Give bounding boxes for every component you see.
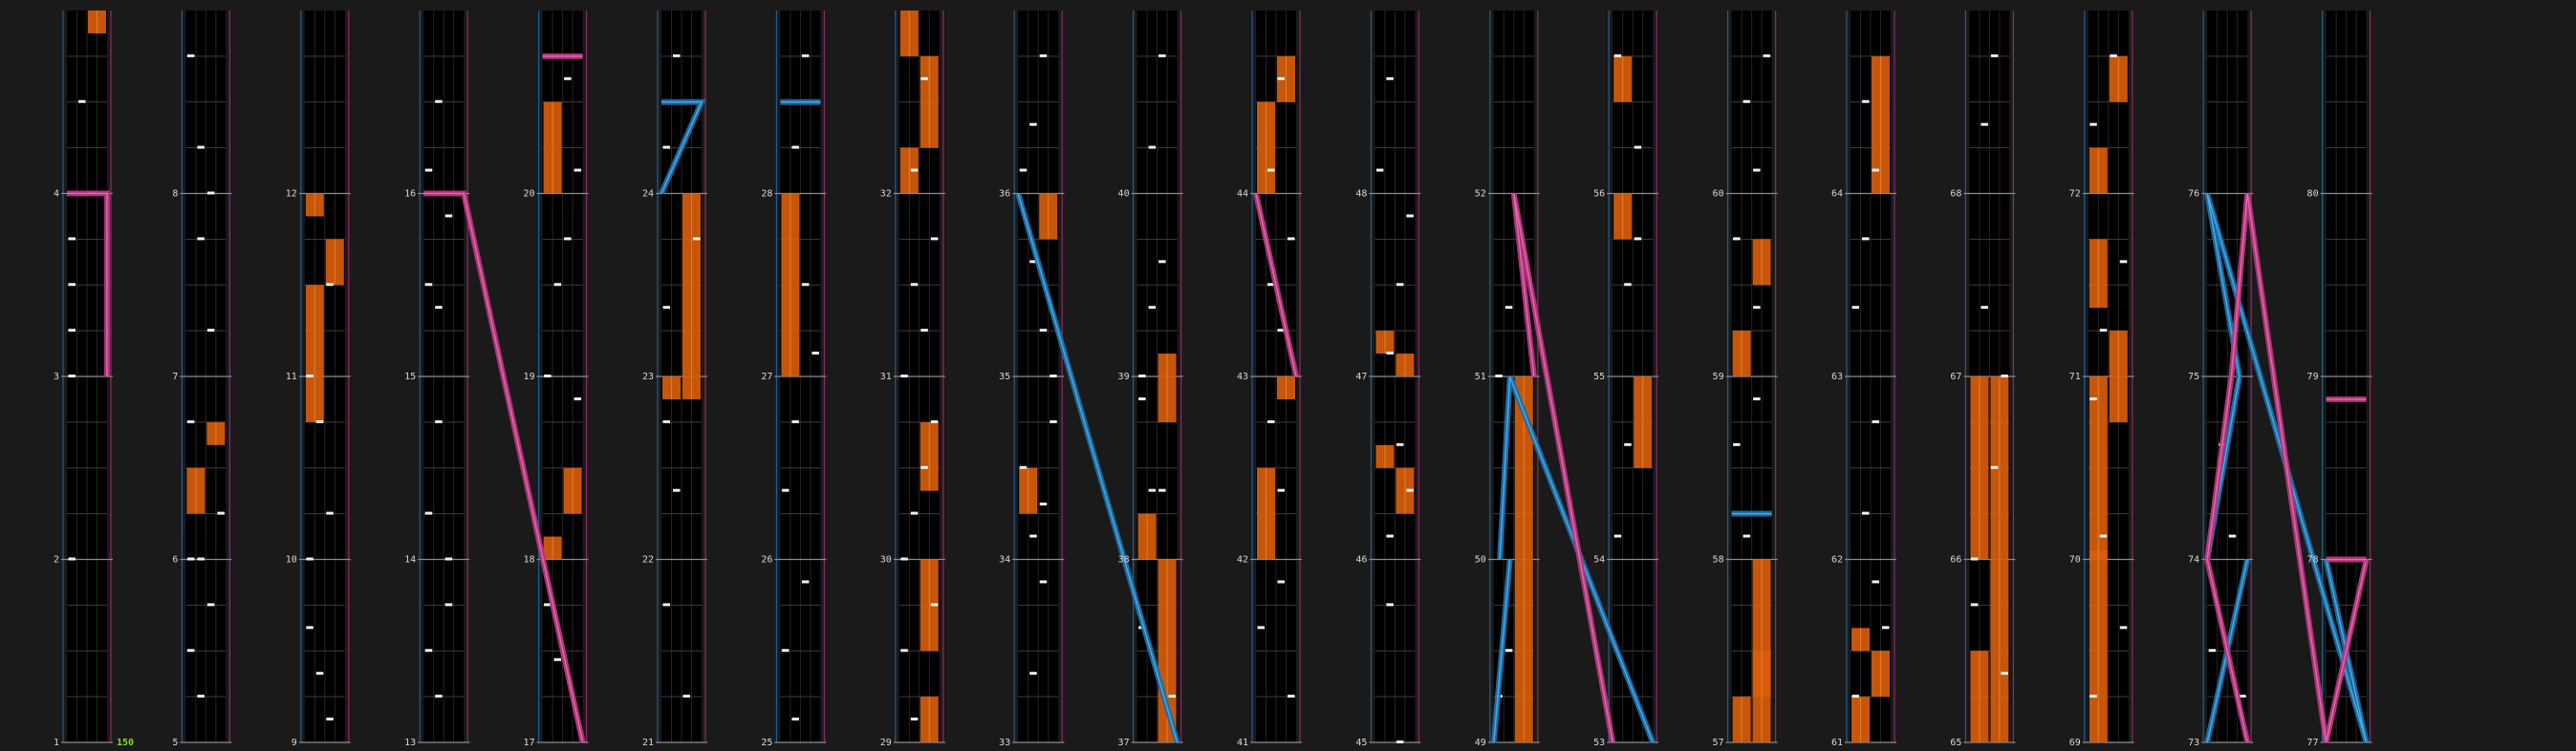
- bt-note: [911, 512, 919, 515]
- measure-number: 51: [1474, 372, 1486, 382]
- measure-number: 19: [523, 372, 535, 382]
- bt-note: [1614, 535, 1622, 538]
- measure-number: 72: [2068, 188, 2081, 200]
- bt-note: [1050, 375, 1057, 377]
- bt-note: [69, 237, 76, 240]
- measure-7[interactable]: [180, 194, 231, 377]
- bt-note: [1020, 169, 1028, 172]
- measure-number: 1: [53, 738, 59, 748]
- bt-note: [663, 420, 671, 423]
- bt-note: [1872, 420, 1880, 423]
- measure-number: 44: [1236, 188, 1248, 200]
- bt-note: [1852, 695, 1860, 697]
- bt-note: [802, 54, 810, 57]
- measure-number: 25: [761, 738, 773, 748]
- bt-note: [1040, 329, 1048, 332]
- measure-60[interactable]: [1726, 11, 1778, 194]
- bt-note: [316, 672, 324, 675]
- bt-note: [791, 420, 799, 423]
- measure-number: 55: [1593, 372, 1606, 382]
- measure-number: 68: [1950, 188, 1962, 200]
- bt-note: [197, 237, 205, 240]
- measure-14[interactable]: [418, 376, 469, 560]
- measure-80[interactable]: [2321, 11, 2372, 194]
- measure-number: 46: [1355, 554, 1368, 566]
- bt-note: [574, 169, 582, 172]
- measure-41[interactable]: [1250, 560, 1302, 743]
- measure-number: 16: [404, 188, 417, 200]
- bt-note: [2089, 123, 2097, 126]
- bt-note: [1040, 580, 1048, 583]
- bt-note: [435, 420, 443, 423]
- measure-22[interactable]: [656, 376, 707, 560]
- bt-note: [2100, 535, 2108, 538]
- measure-number: 54: [1593, 554, 1606, 566]
- bt-note: [1634, 237, 1642, 240]
- bt-note: [1029, 672, 1037, 675]
- bt-note: [1149, 489, 1157, 492]
- bt-note: [2100, 329, 2108, 332]
- bt-note: [673, 489, 681, 492]
- bt-note: [1138, 397, 1146, 400]
- bt-note: [69, 375, 76, 377]
- measure-21[interactable]: [656, 560, 707, 743]
- fx-holds: [88, 11, 2128, 742]
- bt-note: [663, 306, 671, 309]
- measure-number: 43: [1236, 372, 1248, 382]
- bt-note: [663, 603, 671, 606]
- bt-note: [1753, 397, 1761, 400]
- measure-number: 8: [172, 188, 179, 200]
- bt-note: [2001, 672, 2008, 675]
- measure-number: 53: [1593, 738, 1606, 748]
- measure-number: 80: [2306, 188, 2319, 200]
- bt-note: [1158, 489, 1166, 492]
- bt-note: [306, 626, 314, 629]
- bt-note: [1169, 695, 1177, 697]
- measure-number: 32: [879, 188, 892, 200]
- bt-note: [1258, 626, 1266, 629]
- bt-note: [1981, 123, 1988, 126]
- measure-78[interactable]: [2321, 376, 2372, 560]
- measure-number: 69: [2068, 738, 2081, 748]
- bt-note: [554, 658, 562, 661]
- bt-note: [1743, 100, 1751, 103]
- bt-note: [1495, 375, 1503, 377]
- measure-number: 77: [2306, 738, 2319, 748]
- bt-note: [1278, 77, 1286, 80]
- bt-note: [1386, 603, 1394, 606]
- bt-note: [1158, 54, 1166, 57]
- bt-note: [316, 420, 324, 423]
- bt-note: [1149, 146, 1157, 149]
- bt-note: [1624, 283, 1632, 286]
- bt-note: [187, 558, 195, 561]
- bt-note: [812, 352, 819, 354]
- measure-16[interactable]: [418, 11, 469, 194]
- bt-note: [2001, 375, 2008, 377]
- measure-number: 14: [404, 554, 417, 566]
- bt-note: [1278, 489, 1286, 492]
- bt-note: [2089, 695, 2097, 697]
- measure-31[interactable]: [894, 194, 945, 377]
- bt-note: [574, 397, 582, 400]
- bt-note: [1872, 169, 1880, 172]
- bt-note: [693, 237, 701, 240]
- bt-note: [197, 695, 205, 697]
- bt-note: [1862, 100, 1870, 103]
- bt-note: [1040, 503, 1048, 505]
- measure-2[interactable]: [61, 376, 113, 560]
- bt-note: [1040, 54, 1048, 57]
- bt-note: [2120, 626, 2128, 629]
- measure-number: 73: [2188, 738, 2200, 748]
- bt-note: [1981, 306, 1988, 309]
- bt-note: [187, 649, 195, 652]
- bt-note: [1406, 214, 1414, 217]
- measure-8[interactable]: [180, 11, 231, 194]
- measure-number: 34: [999, 554, 1011, 566]
- measure-number: 74: [2188, 554, 2200, 566]
- measure-number: 27: [761, 372, 773, 382]
- bt-note: [2110, 54, 2117, 57]
- measure-number: 2: [53, 554, 59, 566]
- bt-note: [326, 512, 334, 515]
- bt-note: [326, 718, 334, 720]
- bt-note: [217, 512, 225, 515]
- measure-number: 37: [1117, 738, 1130, 748]
- bt-note: [1386, 352, 1394, 354]
- bt-note: [782, 649, 790, 652]
- bt-note: [802, 283, 810, 286]
- measure-26[interactable]: [774, 376, 826, 560]
- measure-number: 71: [2068, 372, 2081, 382]
- measure-number: 78: [2306, 554, 2319, 566]
- measure-number: 60: [1712, 188, 1724, 200]
- bt-note: [69, 558, 76, 561]
- measure-67[interactable]: [1963, 194, 2015, 377]
- lasers: [67, 56, 2367, 742]
- bt-note: [435, 306, 443, 309]
- bt-note: [1991, 54, 1999, 57]
- bt-note: [425, 169, 433, 172]
- measure-number: 63: [1830, 372, 1843, 382]
- bt-note: [425, 649, 433, 652]
- measure-1[interactable]: [61, 560, 113, 743]
- measure-number: 39: [1117, 372, 1130, 382]
- measure-number: 4: [53, 188, 59, 200]
- measure-33[interactable]: [1012, 560, 1064, 743]
- measure-number: 50: [1474, 554, 1486, 566]
- bt-note: [2089, 397, 2097, 400]
- bt-note: [911, 718, 919, 720]
- bt-note: [791, 718, 799, 720]
- bt-note: [197, 146, 205, 149]
- measure-number: 57: [1712, 738, 1724, 748]
- measure-4[interactable]: [61, 11, 113, 194]
- bt-note: [1753, 169, 1761, 172]
- bt-note: [1634, 146, 1642, 149]
- bt-note: [1862, 237, 1870, 240]
- measure-number: 76: [2188, 188, 2200, 200]
- bt-note: [187, 54, 195, 57]
- measure-number: 22: [641, 554, 654, 566]
- measure-48[interactable]: [1369, 11, 1420, 194]
- measure-58[interactable]: [1726, 376, 1778, 560]
- measure-number: 21: [641, 738, 654, 748]
- bt-note: [1396, 740, 1404, 743]
- measure-68[interactable]: [1963, 11, 2015, 194]
- measure-number: 47: [1355, 372, 1368, 382]
- measure-number: 62: [1830, 554, 1843, 566]
- bt-note: [445, 603, 453, 606]
- measure-63[interactable]: [1845, 194, 1896, 377]
- measure-number: 41: [1236, 738, 1248, 748]
- bt-note: [306, 558, 314, 561]
- measure-number: 59: [1712, 372, 1724, 382]
- bt-note: [1991, 466, 1999, 469]
- bt-note: [1029, 535, 1037, 538]
- measure-number: 29: [879, 738, 892, 748]
- measure-number: 36: [999, 188, 1011, 200]
- bt-note: [554, 283, 562, 286]
- bt-note: [1267, 169, 1275, 172]
- bt-note: [2229, 535, 2237, 538]
- measure-number: 28: [761, 188, 773, 200]
- bt-note: [1971, 603, 1979, 606]
- measure-number: 65: [1950, 738, 1962, 748]
- bt-note: [900, 375, 908, 377]
- bt-note: [207, 329, 215, 332]
- measure-number: 64: [1830, 188, 1843, 200]
- bt-note: [1396, 283, 1404, 286]
- measure-number: 33: [999, 738, 1011, 748]
- bt-note: [663, 146, 671, 149]
- bt-note: [911, 169, 919, 172]
- measure-number: 7: [172, 372, 179, 382]
- bt-note: [1386, 535, 1394, 538]
- measure-number: 17: [523, 738, 535, 748]
- bt-note: [1624, 443, 1632, 446]
- bt-note: [78, 100, 86, 103]
- bt-note: [445, 558, 453, 561]
- bt-note: [920, 77, 928, 80]
- bt-note: [931, 420, 939, 423]
- measure-40[interactable]: [1132, 11, 1183, 194]
- bt-note: [544, 375, 552, 377]
- measure-number: 61: [1830, 738, 1843, 748]
- measure-number: 49: [1474, 738, 1486, 748]
- measure-number: 66: [1950, 554, 1962, 566]
- measure-number: 6: [172, 554, 179, 566]
- bt-note: [1288, 237, 1295, 240]
- measure-number: 48: [1355, 188, 1368, 200]
- measure-number: 45: [1355, 738, 1368, 748]
- measure-9[interactable]: [299, 560, 351, 743]
- bt-note: [564, 237, 572, 240]
- bpm-marker: 150: [117, 738, 135, 748]
- bt-note: [1267, 420, 1275, 423]
- bt-note: [911, 283, 919, 286]
- measure-number: 42: [1236, 554, 1248, 566]
- bt-note: [197, 558, 205, 561]
- measure-number: 70: [2068, 554, 2081, 566]
- bt-note: [1505, 649, 1513, 652]
- bt-note: [791, 146, 799, 149]
- bt-note: [2209, 649, 2217, 652]
- bt-note: [1872, 580, 1880, 583]
- measure-number: 23: [641, 372, 654, 382]
- bt-note: [187, 420, 195, 423]
- measure-12[interactable]: [299, 11, 351, 194]
- measure-62[interactable]: [1845, 376, 1896, 560]
- bt-note: [782, 489, 790, 492]
- bt-note: [69, 329, 76, 332]
- bt-note: [673, 54, 681, 57]
- measure-45[interactable]: [1369, 560, 1420, 743]
- measure-36[interactable]: [1012, 11, 1064, 194]
- bt-note: [2120, 260, 2128, 263]
- bt-note: [1862, 512, 1870, 515]
- bt-note: [306, 375, 314, 377]
- bt-note: [1278, 580, 1286, 583]
- bt-note: [435, 100, 443, 103]
- measure-number: 5: [172, 738, 179, 748]
- bt-note: [931, 603, 939, 606]
- measure-76[interactable]: [2201, 11, 2253, 194]
- measure-number: 31: [879, 372, 892, 382]
- bt-note: [1406, 489, 1414, 492]
- bt-note: [207, 603, 215, 606]
- bt-note: [1020, 466, 1028, 469]
- measure-number: 3: [53, 372, 59, 382]
- bt-note: [900, 649, 908, 652]
- measure-number: 26: [761, 554, 773, 566]
- bt-note: [425, 283, 433, 286]
- bt-note: [1882, 626, 1890, 629]
- measure-number: 75: [2188, 372, 2200, 382]
- bt-note: [425, 512, 433, 515]
- measure-number: 67: [1950, 372, 1962, 382]
- bt-note: [1614, 54, 1622, 57]
- bt-note: [1764, 54, 1771, 57]
- bt-note: [1971, 558, 1979, 561]
- measure-number: 56: [1593, 188, 1606, 200]
- measure-number: 24: [641, 188, 654, 200]
- measure-number: 15: [404, 372, 417, 382]
- measure-39[interactable]: [1132, 194, 1183, 377]
- bt-note: [920, 466, 928, 469]
- bt-note: [1733, 237, 1741, 240]
- measure-number: 38: [1117, 554, 1130, 566]
- measure-79[interactable]: [2321, 194, 2372, 377]
- measure-number: 20: [523, 188, 535, 200]
- bt-note: [207, 192, 215, 195]
- bt-note: [1396, 443, 1404, 446]
- measure-52[interactable]: [1488, 11, 1540, 194]
- measure-number: 40: [1117, 188, 1130, 200]
- bt-note: [1386, 77, 1394, 80]
- measure-number: 11: [285, 372, 297, 382]
- measure-number: 58: [1712, 554, 1724, 566]
- measure-number: 18: [523, 554, 535, 566]
- measure-19[interactable]: [537, 194, 589, 377]
- bt-note: [1733, 443, 1741, 446]
- bt-note: [69, 283, 76, 286]
- bt-note: [1505, 306, 1513, 309]
- measure-number: 10: [285, 554, 297, 566]
- bt-note: [920, 329, 928, 332]
- bt-note: [1852, 306, 1860, 309]
- measure-number: 9: [291, 738, 297, 748]
- bt-note: [900, 558, 908, 561]
- bt-note: [326, 283, 334, 286]
- bt-note: [1743, 535, 1751, 538]
- bt-note: [802, 580, 810, 583]
- bt-note: [931, 237, 939, 240]
- measure-number: 79: [2306, 372, 2319, 382]
- bt-note: [1149, 306, 1157, 309]
- measure-number: 30: [879, 554, 892, 566]
- bt-note: [1158, 260, 1166, 263]
- bt-note: [1376, 169, 1384, 172]
- bt-note: [1050, 420, 1057, 423]
- bt-note: [1288, 695, 1295, 697]
- bt-note: [1029, 123, 1037, 126]
- bt-note: [1138, 375, 1146, 377]
- measure-number: 13: [404, 738, 417, 748]
- measure-number: 35: [999, 372, 1011, 382]
- bt-note: [564, 77, 572, 80]
- measure-number: 12: [285, 188, 297, 200]
- bt-note: [435, 695, 443, 697]
- bt-note: [445, 214, 453, 217]
- measure-number: 52: [1474, 188, 1486, 200]
- bt-note: [1753, 306, 1761, 309]
- bt-note: [683, 695, 691, 697]
